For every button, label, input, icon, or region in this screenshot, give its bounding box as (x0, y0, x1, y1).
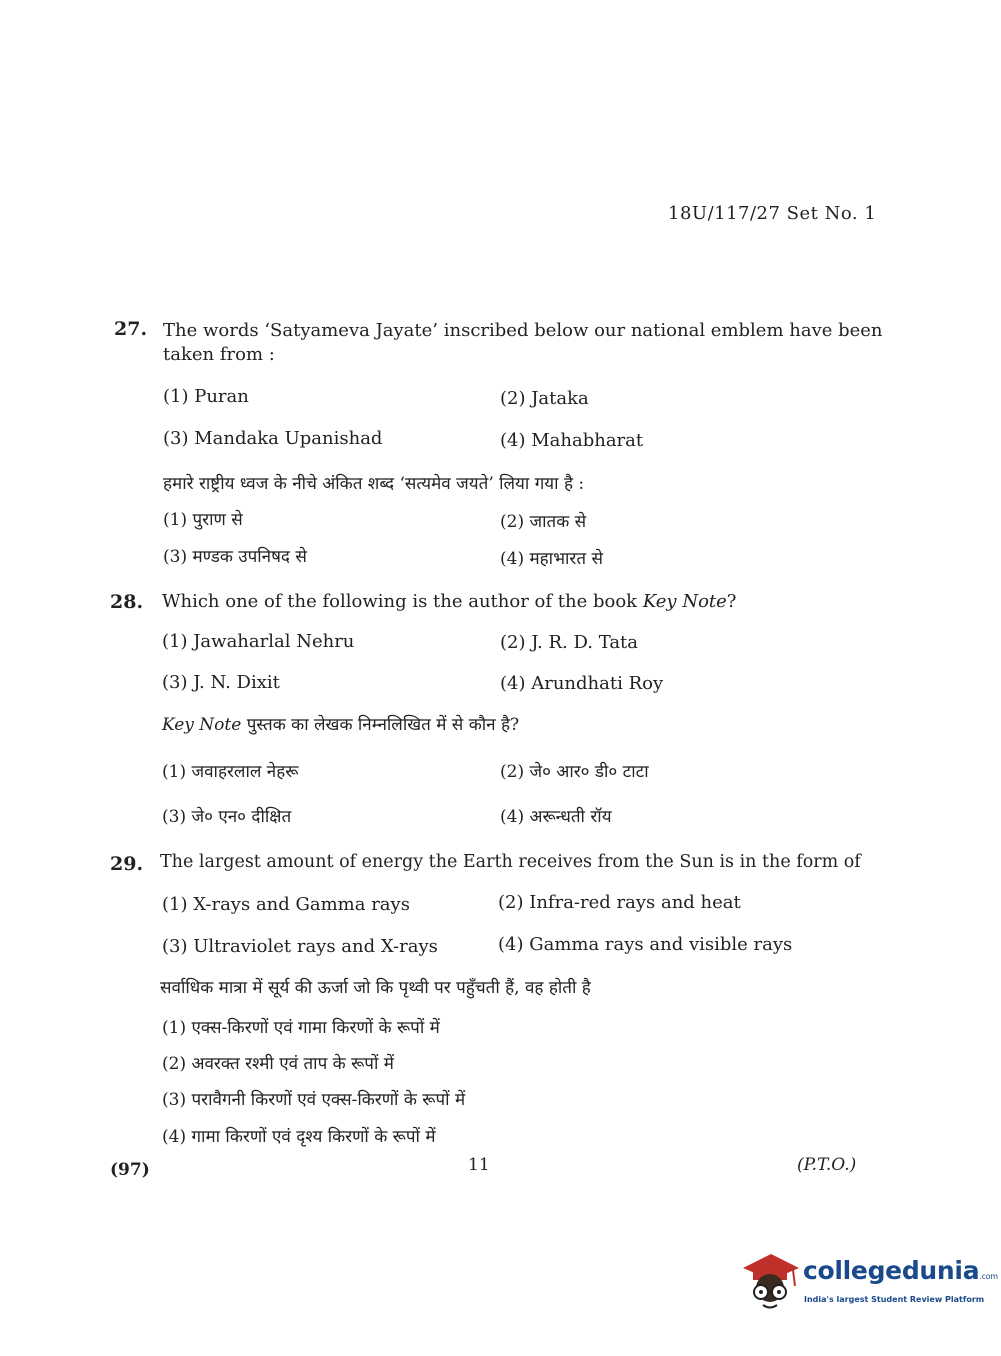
q29-option-3: (3) Ultraviolet rays and X-rays (162, 936, 438, 957)
q27-hindi-option-4: (4) महाभारत से (500, 549, 603, 569)
question-29-text: The largest amount of energy the Earth receives from the Sun is in the form of (160, 852, 861, 872)
q27-option-3: (3) Mandaka Upanishad (163, 428, 383, 449)
logo-tagline: India's largest Student Review Platform (804, 1295, 985, 1304)
pto-label: (P.T.O.) (797, 1155, 857, 1175)
q28-option-1: (1) Jawaharlal Nehru (162, 631, 355, 652)
question-28-number: 28. (110, 591, 144, 613)
collegedunia-logo (741, 1250, 998, 1315)
question-27-number: 27. (114, 318, 148, 340)
footer-code: (97) (110, 1160, 150, 1180)
q29-hindi-option-3: (3) परावैगनी किरणों एवं एक्स-किरणों के रूपों में (162, 1090, 466, 1110)
question-27-text: The words ‘Satyameva Jayate’ inscribed below our national emblem have been (163, 320, 883, 341)
page-number: 11 (468, 1155, 490, 1175)
q29-hindi-option-1: (1) एक्स-किरणों एवं गामा किरणों के रूपों में (162, 1018, 440, 1038)
q29-hindi-option-4: (4) गामा किरणों एवं दृश्य किरणों के रूपों में (162, 1127, 436, 1147)
q29-option-1: (1) X-rays and Gamma rays (162, 894, 410, 915)
q28-hindi-option-2: (2) जे० आर० डी० टाटा (500, 762, 649, 782)
q27-hindi-option-3: (3) मण्डक उपनिषद से (163, 547, 307, 567)
q27-option-2: (2) Jataka (500, 388, 589, 409)
q29-option-2: (2) Infra-red rays and heat (498, 892, 741, 913)
q27-option-1: (1) Puran (163, 386, 249, 407)
q27-hindi-option-2: (2) जातक से (500, 512, 587, 532)
q28-option-2: (2) J. R. D. Tata (500, 632, 639, 653)
q27-hindi-option-1: (1) पुराण से (163, 510, 243, 530)
logo-wordmark: collegedunia.com (803, 1256, 998, 1285)
q29-option-4: (4) Gamma rays and visible rays (498, 934, 793, 955)
question-29-hindi: सर्वाधिक मात्रा में सूर्य की ऊर्जा जो कि पृथ्वी पर पहुँचती हैं, वह होती है (160, 978, 591, 998)
question-29-number: 29. (110, 853, 144, 875)
q28-hindi-option-1: (1) जवाहरलाल नेहरू (162, 762, 299, 782)
mascot-icon (741, 1250, 801, 1315)
question-27-text-cont: taken from : (163, 344, 275, 365)
paper-code: 18U/117/27 Set No. 1 (668, 203, 877, 224)
q27-option-4: (4) Mahabharat (500, 430, 644, 451)
q28-hindi-option-4: (4) अरून्धती रॉय (500, 807, 612, 827)
q28-hindi-option-3: (3) जे० एन० दीक्षित (162, 807, 292, 827)
question-28-text: Which one of the following is the author of the book Key Note? (162, 591, 737, 612)
q29-hindi-option-2: (2) अवरक्त रश्मी एवं ताप के रूपों में (162, 1054, 394, 1074)
question-27-hindi: हमारे राष्ट्रीय ध्वज के नीचे अंकित शब्द ‘सत्यमेव जयते’ लिया गया है : (163, 474, 585, 494)
q28-option-3: (3) J. N. Dixit (162, 672, 280, 693)
q28-option-4: (4) Arundhati Roy (500, 673, 664, 694)
question-28-hindi: Key Note पुस्तक का लेखक निम्नलिखित में से कौन है? (162, 715, 520, 735)
